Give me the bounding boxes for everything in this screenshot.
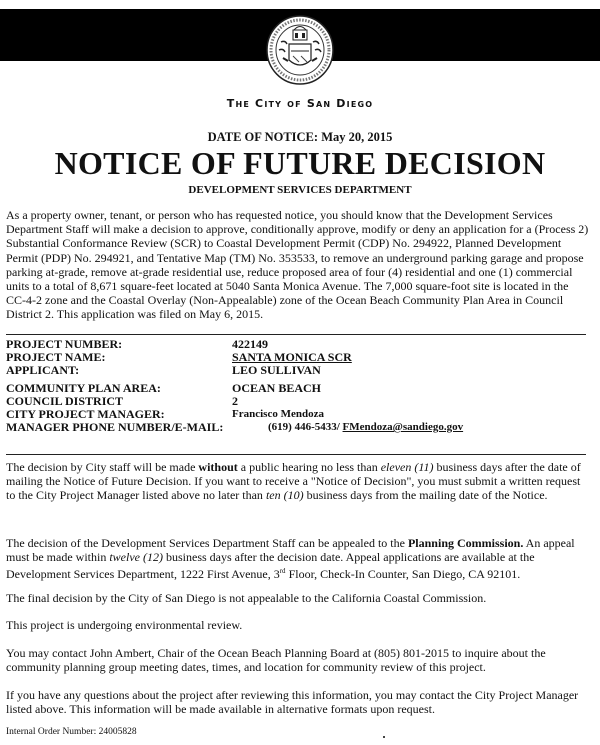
- divider-bottom: [6, 454, 586, 455]
- decision-paragraph: The decision by City staff will be made without a public hearing no less than eleven (11) business days after the date of mailing the Notice of Future Decision. If you want to receive a "Notice of Decision", you must submit a written request to the City Project Manager listed above no later than ten (10) business days from the mailing date of the Notice.: [6, 460, 581, 503]
- intro-paragraph: As a property owner, tenant, or person who has requested notice, you should know that the Development Services Department Staff will make a decision to approve, conditionally approve, modify or deny an application for a (Process 2) Substantial Conformance Review (SCR) to Coastal Development Permit (CDP) No. 294922, Planned Development Permit (PDP) No. 294921, and Tentative Map (TM) No. 353533, to remove an underground parking garage and propose parking at-grade, remove at-grade residential use, reduce proposed area of four (4) residential and one (1) commercial units to a total of 8,671 square-feet located at 5040 Santa Monica Avenue. The 7,000 square-foot site is located in the CC-4-2 zone and the Coastal Overlay (Non-Appealable) zone of the Ocean Beach Community Plan Area in Council District 2. This application was filed on May 6, 2015.: [6, 208, 589, 322]
- date-label: DATE OF NOTICE:: [207, 130, 319, 144]
- manager-email-link[interactable]: FMendoza@sandiego.gov: [342, 421, 464, 433]
- project-name-label: PROJECT NAME:: [6, 350, 106, 364]
- department-name: DEVELOPMENT SERVICES DEPARTMENT: [188, 184, 412, 196]
- applicant-row: [6, 364, 591, 377]
- questions-paragraph: If you have any questions about the project after reviewing this information, you may contact the City Project Manager listed above. This information will be made available in alternative formats upon request.: [6, 688, 579, 717]
- notice-date: [0, 130, 600, 145]
- date-value: May 20, 2015: [321, 130, 393, 144]
- internal-order-value: 24005828: [98, 727, 137, 737]
- coastal-commission-paragraph: The final decision by the City of San Diego is not appealable to the California Coastal Commission.: [6, 591, 487, 605]
- manager-contact-value: [268, 421, 463, 434]
- project-name-value: SANTA MONICA SCR: [232, 350, 352, 364]
- page-title: NOTICE OF FUTURE DECISION: [54, 145, 546, 181]
- applicant-label: APPLICANT:: [6, 363, 80, 377]
- community-plan-area-value: OCEAN BEACH: [232, 381, 322, 395]
- project-info-block: [6, 338, 591, 434]
- city-seal-icon: [265, 14, 335, 86]
- city-name: The City of San Diego: [226, 97, 374, 110]
- council-district-value: 2: [232, 394, 238, 408]
- manager-contact-label: MANAGER PHONE NUMBER/E-MAIL:: [6, 420, 224, 434]
- manager-contact-row: [6, 421, 591, 434]
- project-number-value: 422149: [232, 337, 268, 351]
- community-plan-area-label: COMMUNITY PLAN AREA:: [6, 381, 161, 395]
- internal-order-label: Internal Order Number:: [6, 727, 97, 737]
- environmental-review-paragraph: This project is undergoing environmental review.: [6, 618, 243, 632]
- applicant-value: LEO SULLIVAN: [232, 363, 321, 377]
- appeal-paragraph: The decision of the Development Services Department Staff can be appealed to the Planning Commission. An appeal must be made within twelve (12) business days after the decision date. Appeal applications are available at the Development Services Department, 1222 First Avenue, 3rd Floor, Check-In Counter, San Diego, CA 92101.: [6, 536, 575, 582]
- manager-phone: (619) 446-5433/: [268, 421, 340, 433]
- project-number-label: PROJECT NUMBER:: [6, 337, 123, 351]
- planning-board-contact-paragraph: You may contact John Ambert, Chair of the Ocean Beach Planning Board at (805) 801-2015 to inquire about the community planning group meeting dates, times, and location for community review of this project.: [6, 646, 546, 675]
- internal-order-number: [6, 727, 137, 737]
- divider-top: [6, 334, 586, 335]
- council-district-label: COUNCIL DISTRICT: [6, 394, 124, 408]
- city-project-manager-value: Francisco Mendoza: [232, 408, 324, 420]
- city-project-manager-label: CITY PROJECT MANAGER:: [6, 407, 165, 421]
- scan-speck: [383, 736, 385, 738]
